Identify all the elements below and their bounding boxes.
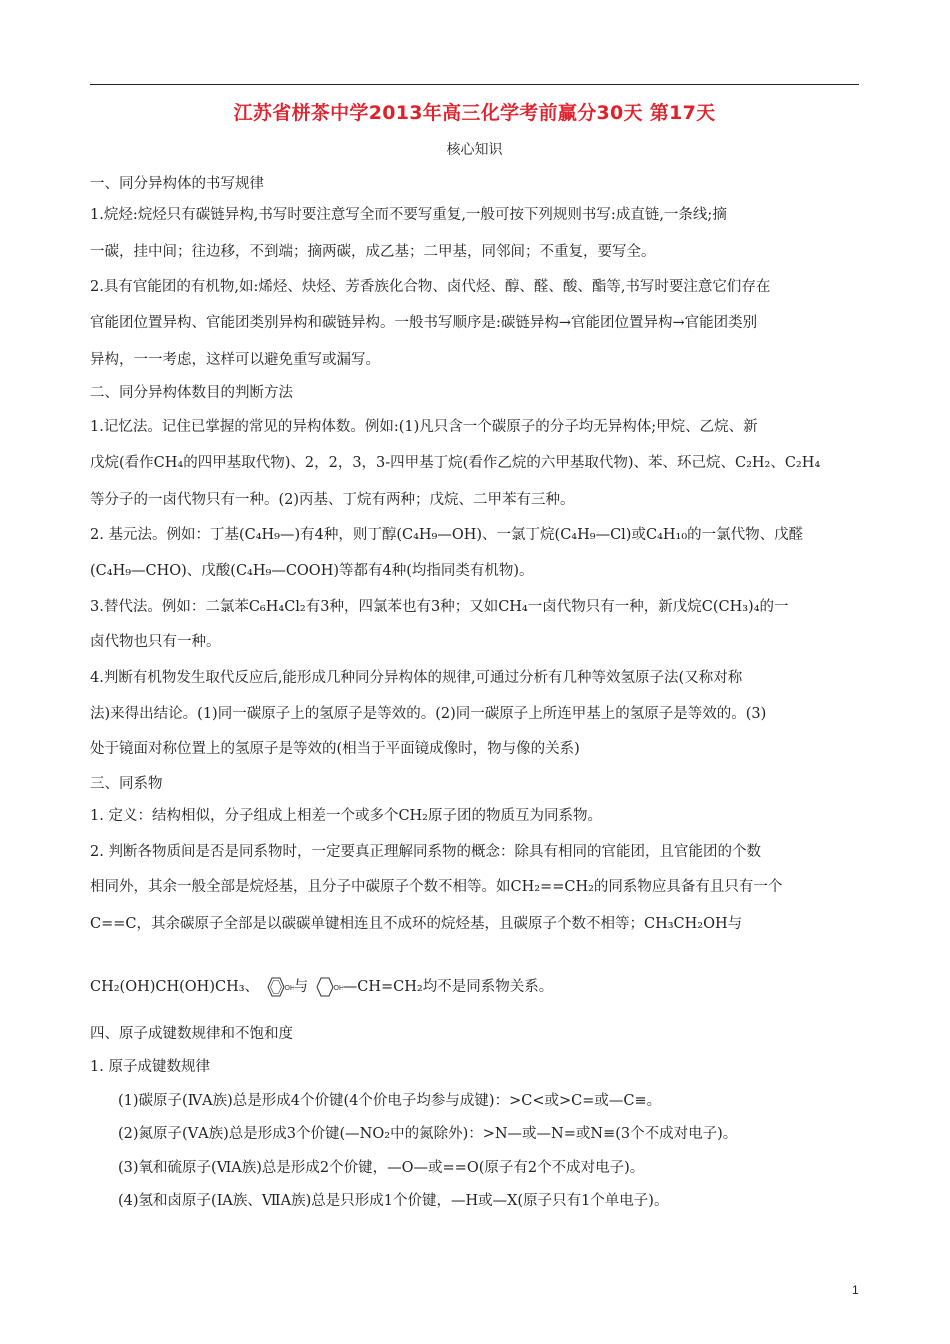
formula-line xyxy=(90,975,860,1001)
text-line: 1.记忆法。记住已掌握的常见的异构体数。例如:(1)凡只含一个碳原子的分子均无异构体;甲烷、乙烷、新 xyxy=(90,419,758,435)
indented-line: (3)氧和硫原子(ⅥA族)总是形成2个价键，—O—或==O(原子有2个不成对电子)。 xyxy=(118,1160,645,1176)
text-line: 1. 原子成键数规律 xyxy=(90,1059,210,1075)
formula-text: CH₂(OH)CH(OH)CH₃、 xyxy=(90,979,260,995)
text-line: 2. 基元法。例如：丁基(C₄H₉—)有4种，则丁醇(C₄H₉—OH)、一氯丁烷(C₄H₉—Cl)或C₄H₁₀的一氯代物、戊醛 xyxy=(90,527,804,543)
indented-line: (4)氢和卤原子(ⅠA族、ⅦA族)总是只形成1个价键，—H或—X(原子只有1个单电子)。 xyxy=(118,1193,669,1209)
text-line: 法)来得出结论。(1)同一碳原子上的氢原子是等效的。(2)同一碳原子上所连甲基上的氢原子是等效的。(3) xyxy=(90,706,767,722)
indented-line: (1)碳原子(ⅣA族)总是形成4个价键(4个价电子均参与成键)：>C<或>C=或—C≡。 xyxy=(118,1093,662,1109)
page-number: 1 xyxy=(852,1283,859,1297)
heading-homologues: 三、同系物 xyxy=(90,776,163,792)
heading-bonding-rules: 四、原子成键数规律和不饱和度 xyxy=(90,1026,293,1042)
text-line: 戊烷(看作CH₄的四甲基取代物)、2，2，3，3-四甲基丁烷(看作乙烷的六甲基取代物)、苯、环己烷、C₂H₂、C₂H₄ xyxy=(90,455,821,471)
text-line: 卤代物也只有一种。 xyxy=(90,634,221,650)
header-rule xyxy=(90,84,859,85)
heading-isomer-rules: 一、同分异构体的书写规律 xyxy=(90,176,264,192)
indented-line: (2)氮原子(ⅤA族)总是形成3个价键(—NO₂中的氮除外)：>N—或—N=或N≡(3个不成对电子)。 xyxy=(118,1126,738,1142)
text-line: 异构，一一考虑，这样可以避免重写或漏写。 xyxy=(90,352,380,368)
text-line: 官能团位置异构、官能团类别异构和碳链异构。一般书写顺序是:碳链异构→官能团位置异构→官能团类别 xyxy=(90,315,758,331)
benzene-ring-icon xyxy=(264,976,294,998)
text-line: 3.替代法。例如：二氯苯C₆H₄Cl₂有3种，四氯苯也有3种；又如CH₄一卤代物只有一种，新戊烷C(CH₃)₄的一 xyxy=(90,599,789,615)
section-subtitle: 核心知识 xyxy=(446,142,503,158)
text-line: (C₄H₉—CHO)、戊酸(C₄H₉—COOH)等都有4种(均指同类有机物)。 xyxy=(90,563,534,579)
formula-text: —CH=CH₂均不是同系物关系。 xyxy=(342,979,554,995)
heading-isomer-count: 二、同分异构体数目的判断方法 xyxy=(90,385,293,401)
text-line: 1. 定义：结构相似，分子组成上相差一个或多个CH₂原子团的物质互为同系物。 xyxy=(90,808,602,824)
text-line: C==C，其余碳原子全部是以碳碳单键相连且不成环的烷烃基，且碳原子个数不相等；CH₃CH₂OH与 xyxy=(90,916,743,932)
text-line: 一碳，挂中间；往边移，不到端；摘两碳，成乙基；二甲基，同邻间；不重复，要写全。 xyxy=(90,244,656,260)
text-line: 等分子的一卤代物只有一种。(2)丙基、丁烷有两种；戊烷、二甲苯有三种。 xyxy=(90,492,575,508)
svg-text:OH: OH xyxy=(333,985,343,992)
text-line: 处于镜面对称位置上的氢原子是等效的(相当于平面镜成像时，物与像的关系) xyxy=(90,741,580,757)
svg-text:OH: OH xyxy=(284,985,294,992)
formula-text: 与 xyxy=(293,979,309,995)
text-line: 2.具有官能团的有机物,如:烯烃、炔烃、芳香族化合物、卤代烃、醇、醛、酸、酯等,书写时要注意它们存在 xyxy=(90,279,771,295)
text-line: 4.判断有机物发生取代反应后,能形成几种同分异构体的规律,可通过分析有几种等效氢原子法(又称对称 xyxy=(90,670,743,686)
text-line: 2. 判断各物质间是否是同系物时，一定要真正理解同系物的概念：除具有相同的官能团，且官能团的个数 xyxy=(90,844,761,860)
page-title: 江苏省栟茶中学2013年高三化学考前赢分30天 第17天 xyxy=(233,102,716,124)
benzene-ring-icon xyxy=(313,976,343,998)
text-line: 相同外，其余一般全部是烷烃基，且分子中碳原子个数不相等。如CH₂==CH₂的同系物应具备有且只有一个 xyxy=(90,879,783,895)
text-line: 1.烷烃:烷烃只有碳链异构,书写时要注意写全而不要写重复,一般可按下列规则书写:成直链,一条线;摘 xyxy=(90,207,727,223)
